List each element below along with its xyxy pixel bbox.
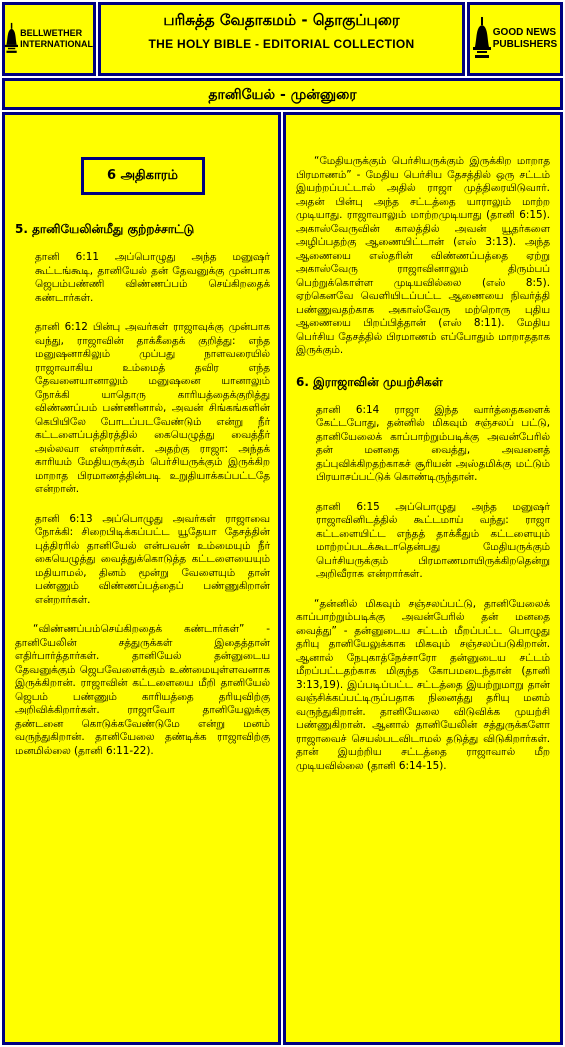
left-column: [2, 112, 281, 1045]
commentary-paragraph: “விண்ணப்பம்செய்கிறதைக் கண்டார்கள்” - தானியேலின் சத்துருக்கள் இதைத்தான் எதிர்பார்த்தார்கள். தானியேல் தன்னுடைய தேவனுக்கும் ஜெபவேளைக்கும் உண்மையுள்ளவனாக இருக்கிறான். ராஜாவின் கட்டளையை மீறி தானியேல் ஜெபம் பண்ணும் காரியத்தை தரியுவிற்கு அறிவிக்கிறார்கள். ராஜாவோ தானியேலுக்கு தண்டனை கொடுக்கவேண்டுமே என்று மனம் வருந்துகிறான். தானியேலை தண்டிக்க ராஜாவிற்கு மனமில்லை (தானி 6:11-22).: [15, 623, 270, 757]
logo-text-line-1: BELLWETHER: [20, 28, 83, 38]
bellwether-logo: [2, 2, 96, 76]
verse-paragraph: தானி 6:14 ராஜா இந்த வார்த்தைகளைக் கேட்டபோது, தன்னில் மிகவும் சஞ்சலப் பட்டு, தானியேலைக் காப்பாற்றும்படிக்கு அவன்பேரில் தன் மனதை வைத்து, அவனைத் தப்புவிக்கிறதற்காகச் சூரியன் அஸ்தமிக்கு மட்டும் பிரயாசப்பட்டுக் கொண்டிருந்தான்.: [316, 403, 550, 483]
commentary-paragraph: “மேதியருக்கும் பெர்சியருக்கும் இருக்கிற மாறாத பிரமாணம்” - மேதிய பெர்சிய தேசத்தில் ஒரு சட்டம் இயற்றப்பட்டால் அதில் ராஜா முத்திரையிடுவார். அதன் பின்பு அந்த சட்டத்தை யாராலும் மாற்ற முடியாது. ராஜாவாலும் மாற்றமுடியாது (தானி 6:15). அகாஸ்வேருவின் காலத்தில் அவன் யூதர்களை அழிப்பதற்கு ஆணையிட்டான் (எஸ் 3:13). அந்த ஆணையை எஸ்தரின் விண்ணப்பத்தை ஏற்று அகாஸ்வேரு ராஜாவினாலும் திரும்பப் பெற்றுக்கொள்ள முடியவில்லை (எஸ் 8:5). ஏற்கெனவே வெளியிடப்பட்ட ஆணையை நிவர்த்தி பண்ணுவதற்காக அகாஸ்வேரு மற்றொரு புதிய ஆணையை பிறப்பித்தான் (எஸ் 8:11). மேதிய பெர்சிய தேசத்தில் பிரமாணம் எப்போதும் மாறாததாக இருக்கும்.: [296, 155, 550, 356]
logo-text-line-2: PUBLISHERS: [492, 39, 558, 50]
verse-paragraph: தானி 6:12 பின்பு அவர்கள் ராஜாவுக்கு முன்பாக வந்து, ராஜாவின் தாக்கீதைக் குறித்து: எந்த மனுஷனாகிலும் முப்பது நாளவரையில் ராஜாவாகிய உம்மைத் தவிர எந்த தேவனையானாலும் மனுஷனை யானாலும் நோக்கி யாதொரு காரியத்தைக்குறித்து விண்ணப்பம் பண்ணினால், அவன் சிங்கங்களின் கெபியிலே போடப்படவேண்டும் என்று நீர் கட்டளைப்பத்திரத்தில் கையெழுத்து வைத்தீர் அல்லவா என்றார்கள். அதற்கு ராஜா: அந்தக் காரியம் மேதியருக்கும் பெர்சியருக்கும் இருக்கிற மாறாத பிரமாணத்தின்படி உறுதியாக்கப்பட்டதே என்றான்.: [35, 321, 270, 495]
title-english: THE HOLY BIBLE - EDITORIAL COLLECTION: [148, 37, 415, 51]
good-news-bell-icon: [473, 17, 491, 61]
section-heading: 6. இராஜாவின் முயற்சிகள்: [296, 374, 443, 389]
good-news-logo: [467, 2, 563, 76]
section-heading: 5. தானியேலின்மீது குற்றச்சாட்டு: [15, 222, 195, 236]
subtitle: தானியேல் - முன்னுரை: [208, 87, 357, 103]
bellwether-bell-icon: [5, 17, 18, 61]
title-tamil: பரிசுத்த வேதாகமம் - தொகுப்புரை: [163, 11, 400, 29]
logo-text-line-1: GOOD NEWS: [492, 27, 557, 38]
header-title-box: [98, 2, 465, 76]
subtitle-bar: [2, 78, 563, 110]
verse-paragraph: தானி 6:15 அப்பொழுது அந்த மனுஷர் ராஜாவினிடத்தில் கூட்டமாய் வந்து: ராஜா கட்டளையிட்ட எந்தத் தாக்கீதும் கட்டளையும் மாற்றப்படக்கூடாதென்பது மேதியருக்கும் பெர்சியருக்கும் பிரமாணமாயிருக்கிறதென்று அறிவீராக என்றார்கள்.: [316, 500, 550, 580]
right-column: [283, 112, 563, 1045]
verse-paragraph: தானி 6:11 அப்பொழுது அந்த மனுஷர் கூட்டங்கூடி, தானியேல் தன் தேவனுக்கு முன்பாக ஜெபம்பண்ணி விண்ணப்பம் செய்கிறதைக் கண்டார்கள்.: [35, 251, 270, 304]
commentary-paragraph: “தன்னில் மிகவும் சஞ்சலப்பட்டு, தானியேலைக் காப்பாற்றும்படிக்கு அவன்பேரில் தன் மனதை வைத்து” - தன்னுடைய சட்டம் மீறப்பட்ட பொழுது தரியு தானியேலுக்காக மிகவும் சஞ்சலப்படுகிறான். ஆனால் நேபுகாத்நேச்சாரோ தன்னுடைய சட்டம் மீறப்பட்டதற்காக மிகுந்த கோபமடைந்தான் (தானி 3:13,19). இப்படிப்பட்ட சட்டத்தை இயற்றுமாறு தான் வஞ்சிக்கப்பட்டிருப்பதாக நினைத்து தரியு மனம் வருந்துகிறான். தானியேலை விடுவிக்க முயற்சி பண்ணுகிறான். ஆனால் தானியேலின் சத்துருக்களோ ராஜாவைச் செயல்படவிடாமல் தடுத்து விடுகிறார்கள். தான் இயற்றிய சட்டத்தை ராஜாவால் மீற முடியவில்லை (தானி 6:14-15).: [296, 597, 550, 772]
logo-text-line-2: INTERNATIONAL: [20, 39, 93, 49]
verse-paragraph: தானி 6:13 அப்பொழுது அவர்கள் ராஜாவை நோக்கி: சிறைபிடிக்கப்பட்ட யூதேயா தேசத்தின் புத்திரரில் தானியேல் என்பவன் உம்மையும் நீர் கையெழுத்து வைத்துக்கொடுத்த கட்டளையையும் மதியாமல், தினம் மூன்று வேளையும் தான் பண்ணும் விண்ணப்பத்தைப் பண்ணுகிறான் என்றார்கள்.: [35, 512, 270, 606]
chapter-label: 6 அதிகாரம்: [81, 157, 205, 195]
